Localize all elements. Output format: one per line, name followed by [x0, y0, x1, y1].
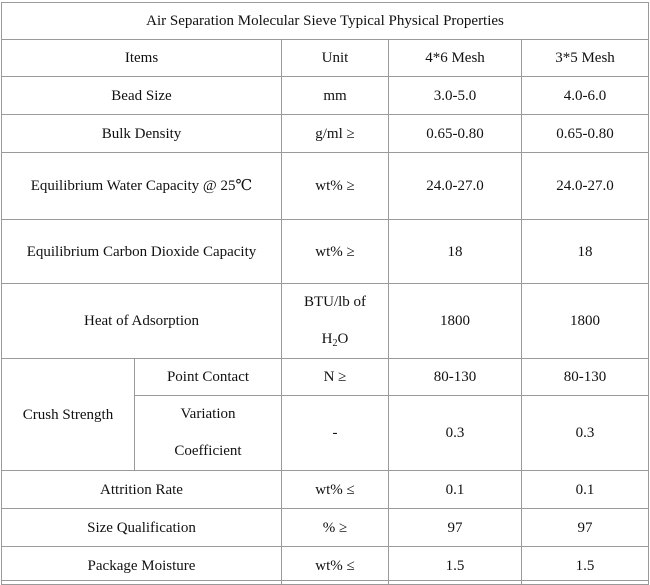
value-cell-3x5: 97: [522, 509, 649, 547]
item-cell: Equilibrium Carbon Dioxide Capacity: [2, 220, 282, 284]
table-row-crush-point-contact: [2, 359, 649, 396]
unit-subscript: 2: [332, 338, 338, 349]
value-cell-4x6: 80-130: [389, 359, 522, 396]
header-row: [2, 40, 649, 77]
item-cell: Attrition Rate: [2, 471, 282, 509]
value-cell-4x6: 97: [389, 509, 522, 547]
value-cell-4x6: 24.0-27.0: [389, 153, 522, 220]
table-row-heat-adsorption: [2, 284, 649, 359]
unit-cell: wt% ≥: [282, 153, 389, 220]
table-row-size-qualification: [2, 509, 649, 547]
unit-cell: mm: [282, 77, 389, 115]
unit-cell: wt% ≤: [282, 547, 389, 585]
unit-cell: [282, 284, 389, 359]
sub-item-cell: Point Contact: [135, 359, 282, 396]
sub-item-line-1: Variation: [180, 406, 236, 422]
properties-table: [1, 2, 649, 585]
table-row-water-capacity: [2, 153, 649, 220]
table-row-bulk-density: [2, 115, 649, 153]
unit-cell: wt% ≤: [282, 471, 389, 509]
value-cell-3x5: 1.5: [522, 547, 649, 585]
item-cell: Bulk Density: [2, 115, 282, 153]
value-cell-3x5: 80-130: [522, 359, 649, 396]
value-cell-3x5: 0.65-0.80: [522, 115, 649, 153]
header-3x5-mesh: 3*5 Mesh: [522, 40, 649, 77]
unit-cell: % ≥: [282, 509, 389, 547]
unit-cell: g/ml ≥: [282, 115, 389, 153]
unit-o: O: [337, 331, 349, 347]
item-cell-crush-strength: Crush Strength: [2, 359, 135, 471]
item-cell: Equilibrium Water Capacity @ 25℃: [2, 153, 282, 220]
value-cell-3x5: 0.1: [522, 471, 649, 509]
unit-cell: -: [282, 396, 389, 471]
title-row: [2, 3, 649, 40]
table-title: Air Separation Molecular Sieve Typical Physical Properties: [2, 3, 649, 40]
value-cell-4x6: 1800: [389, 284, 522, 359]
unit-cell: N ≥: [282, 359, 389, 396]
value-cell-4x6: 3.0-5.0: [389, 77, 522, 115]
table-row-co2-capacity: [2, 220, 649, 284]
table-row-bead-size: [2, 77, 649, 115]
value-cell-3x5: 24.0-27.0: [522, 153, 649, 220]
table-row-package-moisture: [2, 547, 649, 585]
value-cell-3x5: 0.3: [522, 396, 649, 471]
value-cell-3x5: 4.0-6.0: [522, 77, 649, 115]
value-cell-4x6: 18: [389, 220, 522, 284]
value-cell-4x6: 1.5: [389, 547, 522, 585]
item-cell: Size Qualification: [2, 509, 282, 547]
value-cell-4x6: 0.1: [389, 471, 522, 509]
header-unit: Unit: [282, 40, 389, 77]
table-row-attrition-rate: [2, 471, 649, 509]
header-items: Items: [2, 40, 282, 77]
value-cell-4x6: 0.65-0.80: [389, 115, 522, 153]
sub-item-cell: [135, 396, 282, 471]
unit-cell: wt% ≥: [282, 220, 389, 284]
value-cell-4x6: 0.3: [389, 396, 522, 471]
item-cell: Package Moisture: [2, 547, 282, 585]
header-4x6-mesh: 4*6 Mesh: [389, 40, 522, 77]
sub-item-line-2: Coefficient: [174, 443, 242, 459]
value-cell-3x5: 1800: [522, 284, 649, 359]
item-cell: Bead Size: [2, 77, 282, 115]
unit-h: H: [321, 331, 333, 347]
item-cell: Heat of Adsorption: [2, 284, 282, 359]
value-cell-3x5: 18: [522, 220, 649, 284]
bottom-rule: [1, 580, 648, 581]
unit-line-1: BTU/lb of: [303, 294, 367, 310]
